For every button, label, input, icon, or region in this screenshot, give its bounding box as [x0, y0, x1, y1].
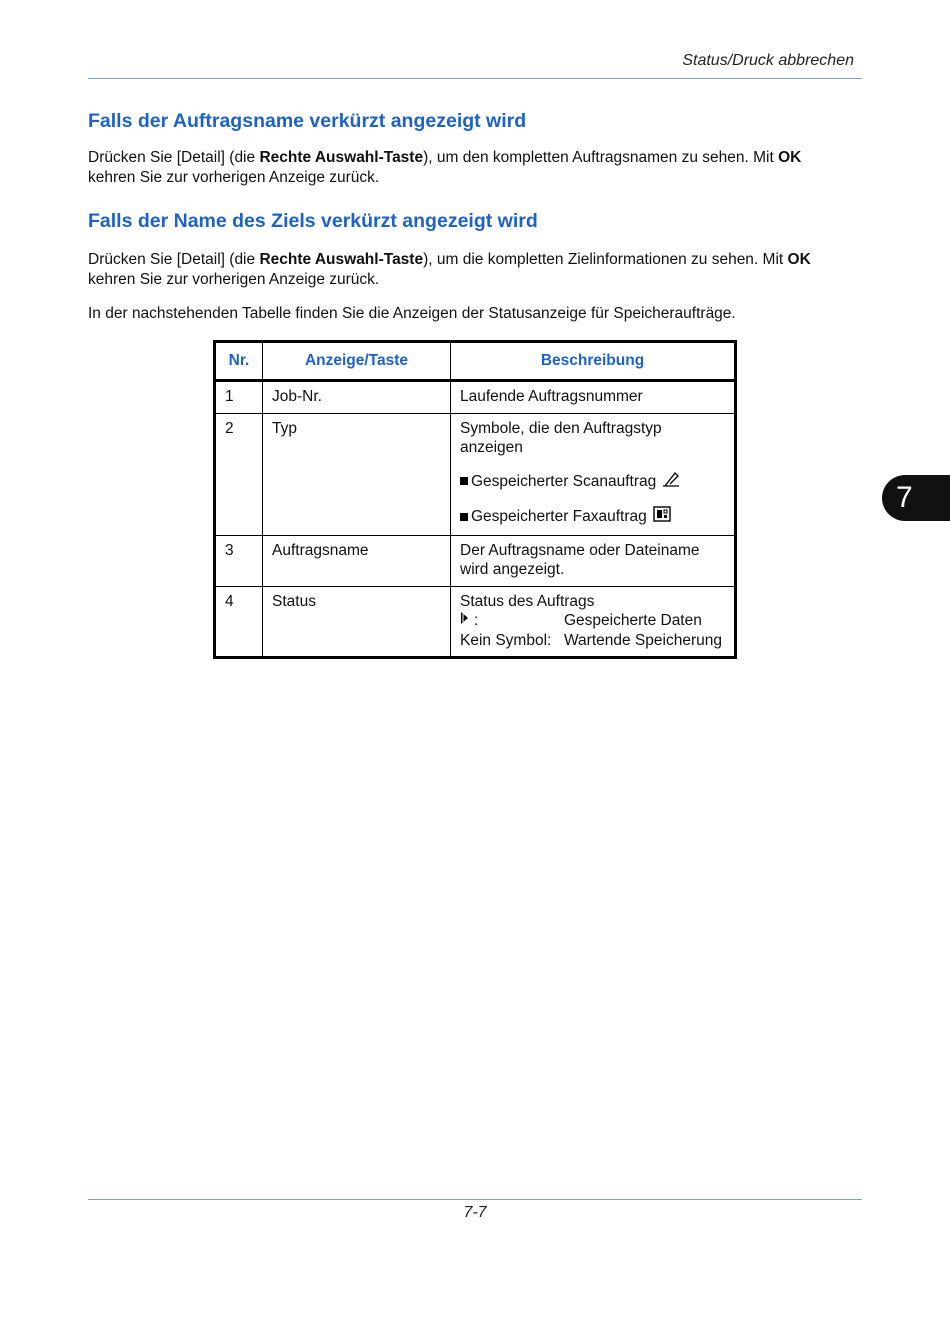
column-header-description: Beschreibung — [451, 342, 736, 381]
column-header-nr: Nr. — [215, 342, 263, 381]
cell-nr: 2 — [215, 413, 263, 535]
text-run: Drücken Sie [Detail] (die — [88, 149, 260, 166]
bullet-item — [460, 505, 725, 529]
status-table — [213, 340, 737, 659]
description-text: Status des Auftrags — [460, 592, 595, 610]
bold-ok-key: OK — [787, 251, 811, 268]
text-run: kehren Sie zur vorherigen Anzeige zurück. — [88, 168, 380, 186]
chapter-tab: 7 — [882, 475, 950, 521]
bullet-label: Gespeicherter Scanauftrag — [471, 472, 657, 490]
bold-key-name: Rechte Auswahl-Taste — [259, 149, 424, 166]
bullet-item — [460, 470, 725, 494]
table-row — [215, 586, 736, 658]
section-heading-1: Falls der Auftragsname verkürzt angezeigt wird — [88, 110, 527, 132]
status-key-text: : — [474, 612, 479, 629]
column-header-key: Anzeige/Taste — [263, 342, 451, 381]
square-bullet-icon — [460, 477, 468, 485]
section-paragraph-2 — [88, 250, 848, 289]
text-run: Drücken Sie [Detail] (die — [88, 251, 260, 268]
cell-nr: 4 — [215, 586, 263, 658]
bullet-label: Gespeicherter Faxauftrag — [471, 508, 647, 525]
status-legend-row — [460, 631, 725, 651]
table-row — [215, 381, 736, 414]
status-value: Wartende Speicherung — [564, 631, 722, 649]
text-run: ), um den kompletten Auftragsnamen zu sehen. Mit — [423, 149, 779, 166]
status-value: Gespeicherte Daten — [564, 612, 702, 629]
page-number: 7-7 — [463, 1204, 487, 1221]
status-key-text: Kein Symbol: — [460, 631, 552, 649]
footer-rule — [88, 1199, 862, 1200]
cell-key: Job-Nr. — [263, 381, 451, 414]
header-rule — [88, 78, 862, 79]
text-run: ), um die kompletten Zielinformationen zu sehen. Mit — [423, 251, 788, 268]
cell-key: Auftragsname — [263, 535, 451, 586]
bold-key-name: Rechte Auswahl-Taste — [259, 251, 424, 268]
cell-description — [451, 586, 736, 658]
cell-description: Der Auftragsname oder Dateiname wird angezeigt. — [451, 535, 736, 586]
text-run: kehren Sie zur vorherigen Anzeige zurück. — [88, 270, 380, 288]
cell-description: Laufende Auftragsnummer — [460, 388, 643, 405]
cell-key: Status — [263, 586, 451, 658]
cell-key: Typ — [263, 413, 451, 535]
cell-nr: 1 — [215, 381, 263, 414]
bold-ok-key: OK — [778, 149, 802, 166]
table-header-row — [215, 342, 736, 381]
section-paragraph-1 — [88, 148, 848, 187]
play-triangle-icon — [460, 611, 470, 631]
cell-description — [451, 413, 736, 535]
table-row — [215, 535, 736, 586]
scan-job-icon — [662, 470, 680, 494]
section-heading-2: Falls der Name des Ziels verkürzt angezeigt wird — [88, 210, 538, 232]
status-key — [460, 611, 564, 631]
header-title: Status/Druck abbrechen — [682, 52, 854, 69]
square-bullet-icon — [460, 513, 468, 521]
fax-job-icon — [653, 505, 671, 529]
cell-nr: 3 — [215, 535, 263, 586]
table-intro: In der nachstehenden Tabelle finden Sie die Anzeigen der Statusanzeige für Speicheraufträge. — [88, 305, 736, 322]
description-text: Symbole, die den Auftragstyp anzeigen — [460, 419, 662, 456]
status-legend-row — [460, 611, 725, 631]
main-content — [88, 108, 848, 324]
table-row — [215, 413, 736, 535]
